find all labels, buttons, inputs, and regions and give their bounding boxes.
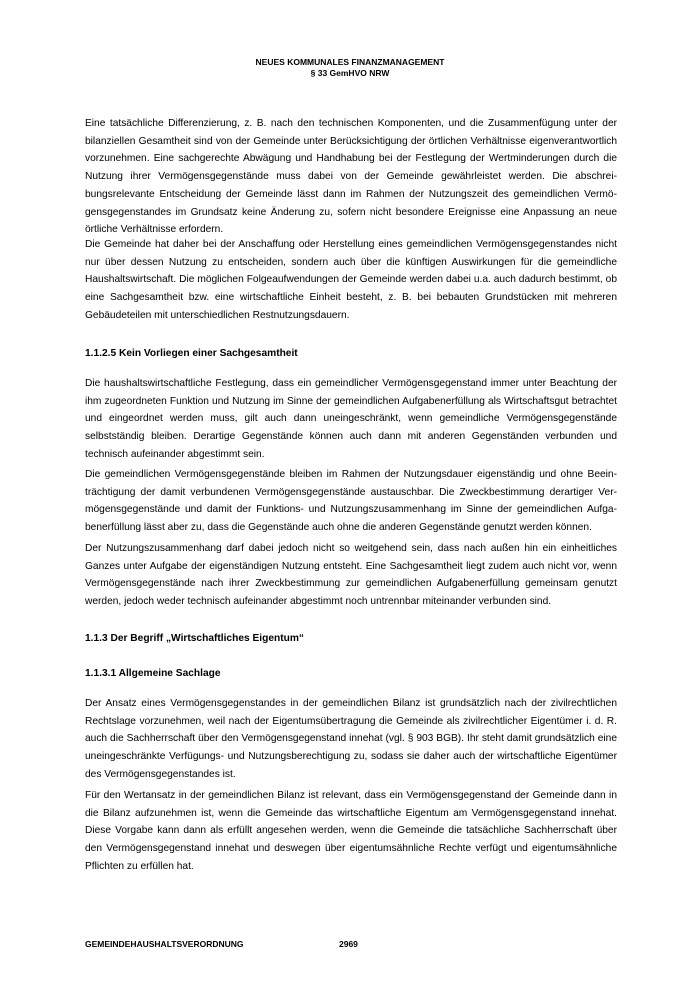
paragraph: Der Nutzungszusammenhang darf dabei jedoch nicht so weitgehend sein, dass nach außen hin ein einheitliches Ganzes unter Aufgabe der eigenständigen Nutzung entsteht. Eine Sachgesamtheit liegt zudem auch nicht vor, wenn Vermögensgegenstände nach ihrer Zweckbestimmung zur gemeindlichen Aufgabenerfüllung gemeinsam genutzt werden, jedoch weder technisch aufeinander abgestimmt noch untrennbar miteinander verbunden sind. <box>85 543 617 608</box>
section-heading: 1.1.3 Der Begriff „Wirtschaftliches Eigentum“ <box>85 633 304 644</box>
paragraph: Die Gemeinde hat daher bei der Anschaffung oder Herstellung eines gemeindlichen Vermögensgegenstandes nicht nur über dessen Nutzung zu entscheiden, sondern auch über die künftigen Auswirkungen für die gemeindliche Haushaltswirtschaft. Die möglichen Folgeaufwendungen der Gemeinde werden dabei u.a. auch dadurch bestimmt, ob eine Sachgesamtheit bzw. eine wirtschaftliche Einheit besteht, z. B. bei bebauten Grundstücken mit mehreren Gebäudeteilen mit unterschiedlichen Restnutzungsdauern. <box>85 239 617 321</box>
page-body <box>85 0 617 990</box>
paragraph: Die haushaltswirtschaftliche Festlegung, dass ein gemeindlicher Vermögensgegenstand immer unter Beachtung der ihm zugeordneten Funktion und Nutzung im Sinne der gemeindlichen Aufgabenerfüllung als Wirtschaftsgut betrachtet und eingeordnet werden muss, gilt auch dann uneingeschränkt, wenn gemeindliche Vermögensgegenstände selbstständig bleiben. Derartige Gegenstände können auch dann mit anderen Gegenständen verbunden und technisch aufeinander abgestimmt sein. <box>85 378 617 460</box>
paragraph: Der Ansatz eines Vermögensgegenstandes in der gemeindlichen Bilanz ist grundsätzlich nach der zivilrechtlichen Rechtslage vorzunehmen, weil nach der Eigentumsübertragung die Gemeinde als zivilrechtlicher Eigentümer i. d. R. auch die Sachherrschaft über den Vermögensgegenstand innehat (vgl. § 903 BGB). Ihr steht damit grundsätzlich eine uneingeschränkte Verfügungs- und Nutzungsberechtigung zu, sodass sie daher auch der wirtschaftliche Eigentümer des Vermögensgegenstandes ist. <box>85 698 617 780</box>
paragraph: Eine tatsächliche Differenzierung, z. B. nach den technischen Komponenten, und die Zusammenfügung unter der bilanziellen Gesamtheit sind von der Gemeinde unter Berücksichtigung der örtlichen Verhältnisse eigenverantwortlich vorzunehmen. Eine sachgerechte Abwägung und Handhabung bei der Festlegung der Wertminderungen durch die Nutzung ihrer Vermögensgegenstände muss dabei von der Gemeinde gewährleistet werden. Die abschreibungsrelevante Entscheidung der Gemeinde lässt dann im Rahmen der Nutzungszeit des gemeindlichen Vermögensgegenstandes im Grundsatz keine Änderung zu, sofern nicht besondere Ereignisse eine Anpassung an neue örtliche Verhältnisse erfordern. <box>85 118 617 236</box>
paragraph: Für den Wertansatz in der gemeindlichen Bilanz ist relevant, dass ein Vermögensgegenstand der Gemeinde dann in die Bilanz aufzunehmen ist, wenn die Gemeinde das wirtschaftliche Eigentum am Vermögensgegenstand innehat. Diese Vorgabe kann dann als erfüllt angesehen werden, wenn die Gemeinde die tatsächliche Sachherrschaft über den Vermögensgegenstand innehat und deswegen über eigentumsähnliche Rechte verfügt und eigentumsähnliche Pflichten zu erfüllen hat. <box>85 790 617 872</box>
header-subtitle: § 33 GemHVO NRW <box>310 68 390 78</box>
section-heading: 1.1.2.5 Kein Vorliegen einer Sachgesamtheit <box>85 348 298 359</box>
page-footer <box>85 939 485 950</box>
header-title: NEUES KOMMUNALES FINANZMANAGEMENT <box>255 57 445 67</box>
footer-title: GEMEINDEHAUSHALTSVERORDNUNG <box>85 939 244 949</box>
page-number: 2969 <box>339 939 358 949</box>
paragraph: Die gemeindlichen Vermögensgegenstände bleiben im Rahmen der Nutzungsdauer eigenständig und ohne Beeinträchtigung der damit verbundenen Vermögensgegenstände austauschbar. Die Zweckbestimmung derartiger Vermögensgegenstände und damit der Funktions- und Nutzungszusammenhang im Sinne der gemeindlichen Aufgabenerfüllung lässt aber zu, dass die Gegenstände auch ohne die anderen Gegenstände genutzt werden können. <box>85 469 617 534</box>
subsection-heading: 1.1.3.1 Allgemeine Sachlage <box>85 668 221 679</box>
